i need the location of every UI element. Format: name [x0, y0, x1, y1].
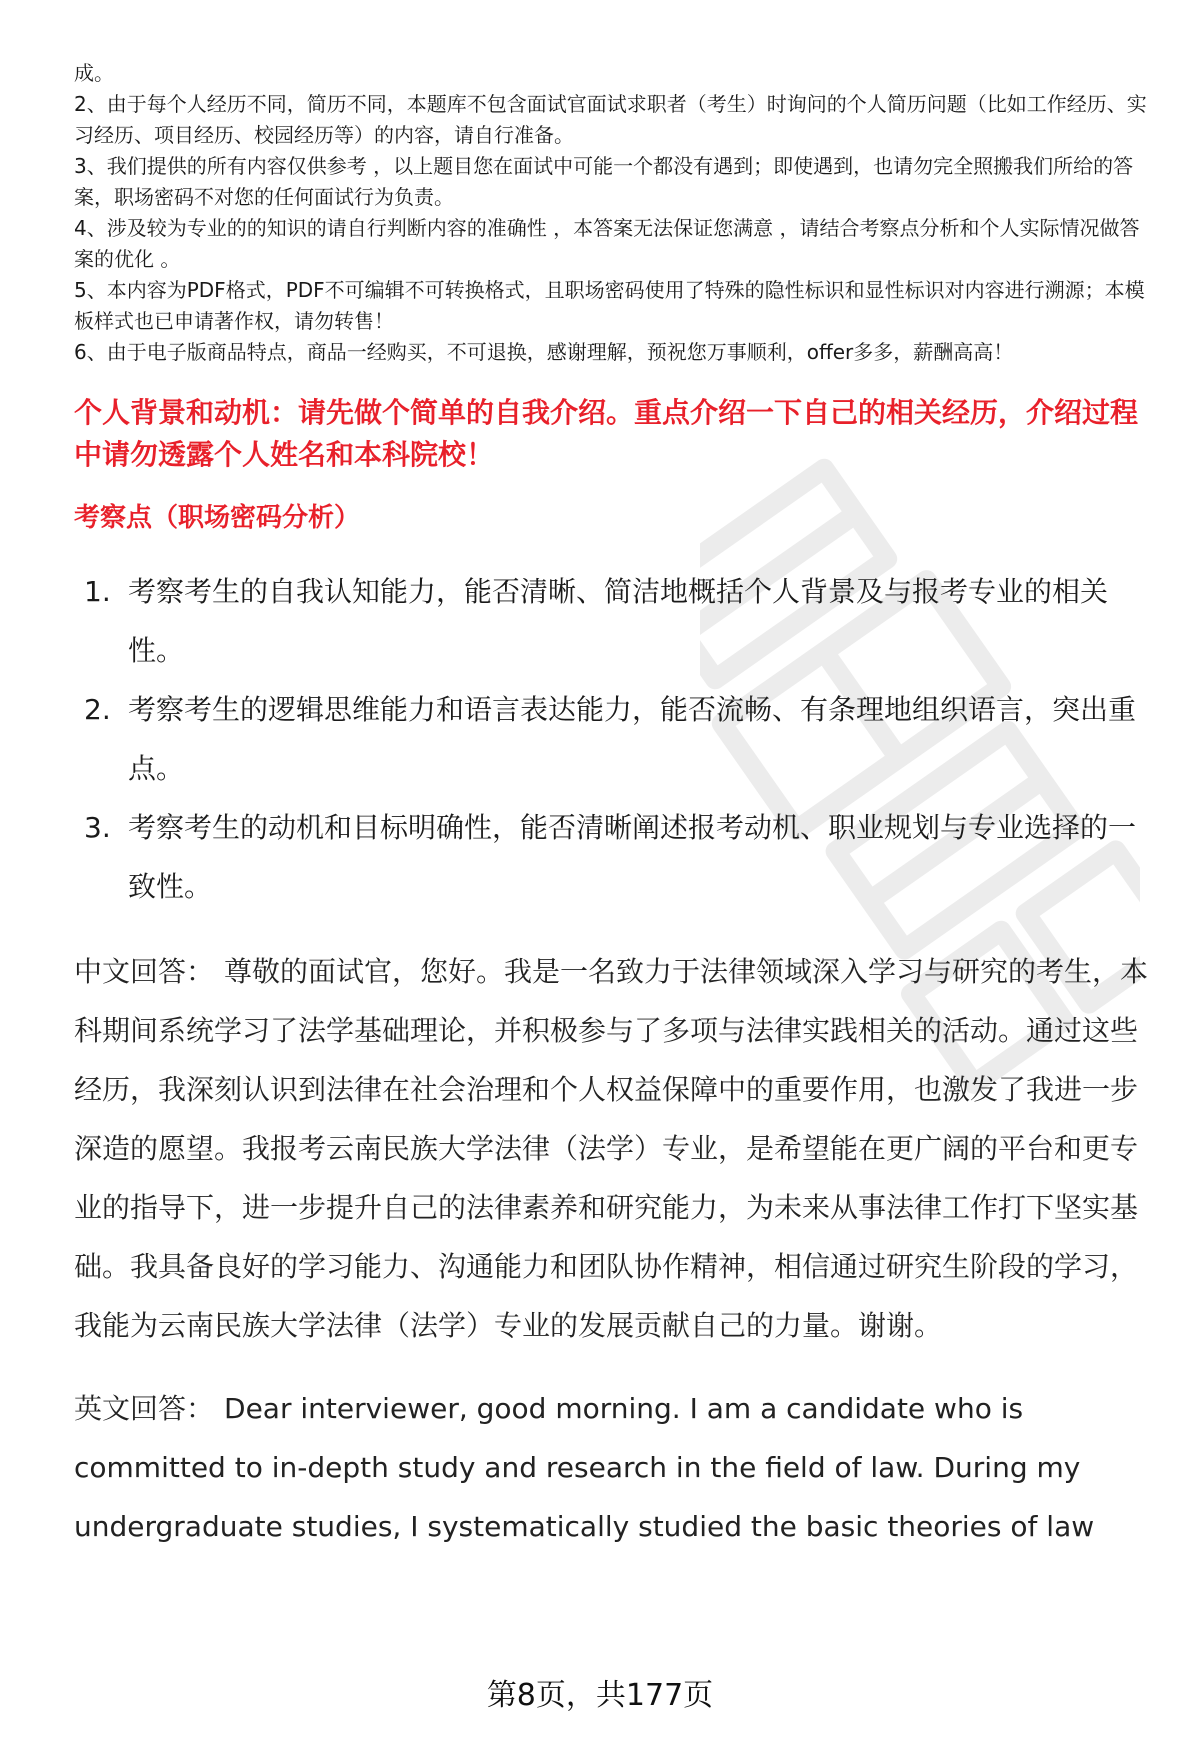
answer-english-text: Dear interviewer, good morning. I am a candidate who is committed to in-depth study and research in the field of law. During my undergraduate studies, I systematically studied the basic theories of law — [74, 1392, 1095, 1543]
analysis-point — [74, 562, 1154, 680]
analysis-points — [74, 562, 1154, 916]
point-number: 1. — [84, 575, 111, 608]
point-text: 考察考生的逻辑思维能力和语言表达能力，能否流畅、有条理地组织语言，突出重点。 — [128, 693, 1137, 785]
note-item: 2、由于每个人经历不同，简历不同，本题库不包含面试官面试求职者（考生）时询问的个人简历问题（比如工作经历、实习经历、项目经历、校园经历等）的内容，请自行准备。 — [74, 92, 1147, 147]
note-item: 5、本内容为PDF格式，PDF不可编辑不可转换格式，且职场密码使用了特殊的隐性标识和显性标识对内容进行溯源；本模板样式也已申请著作权，请勿转售！ — [74, 278, 1145, 333]
note-item: 4、涉及较为专业的的知识的请自行判断内容的准确性 ，本答案无法保证您满意 ，请结合考察点分析和个人实际情况做答案的优化 。 — [74, 216, 1140, 271]
document-page — [74, 58, 1154, 1556]
question-heading: 个人背景和动机：请先做个简单的自我介绍。重点介绍一下自己的相关经历，介绍过程中请勿透露个人姓名和本科院校！ — [74, 396, 1139, 471]
note-item: 成。 — [74, 61, 114, 85]
answer-chinese — [74, 942, 1154, 1355]
analysis-point — [74, 798, 1154, 916]
analysis-point — [74, 680, 1154, 798]
point-text: 考察考生的自我认知能力，能否清晰、简洁地概括个人背景及与报考专业的相关性。 — [128, 575, 1109, 667]
analysis-title: 考察点（职场密码分析） — [74, 503, 361, 533]
answer-chinese-text: 尊敬的面试官，您好。我是一名致力于法律领域深入学习与研究的考生，本科期间系统学习了法学基础理论，并积极参与了多项与法律实践相关的活动。通过这些经历，我深刻认识到法律在社会治理和个人权益保障中的重要作用，也激发了我进一步深造的愿望。我报考云南民族大学法律（法学）专业，是希望能在更广阔的平台和更专业的指导下，进一步提升自己的法律素养和研究能力，为未来从事法律工作打下坚实基础。我具备良好的学习能力、沟通能力和团队协作精神，相信通过研究生阶段的学习，我能为云南民族大学法律（法学）专业的发展贡献自己的力量。谢谢。 — [74, 955, 1149, 1342]
point-number: 2. — [84, 693, 111, 726]
note-item: 3、我们提供的所有内容仅供参考 ，以上题目您在面试中可能一个都没有遇到；即使遇到，也请勿完全照搬我们所给的答案，职场密码不对您的任何面试行为负责。 — [74, 154, 1134, 209]
answer-english-label: 英文回答： — [74, 1392, 215, 1425]
note-item: 6、由于电子版商品特点，商品一经购买，不可退换，感谢理解，预祝您万事顺利，offer多多，薪酬高高！ — [74, 340, 1014, 364]
notes-list — [74, 58, 1154, 368]
point-text: 考察考生的动机和目标明确性，能否清晰阐述报考动机、职业规划与专业选择的一致性。 — [128, 811, 1137, 903]
answer-english — [74, 1379, 1154, 1556]
page-footer: 第8页，共177页 — [486, 1678, 714, 1713]
point-number: 3. — [84, 811, 111, 844]
answer-chinese-label: 中文回答： — [74, 955, 215, 988]
